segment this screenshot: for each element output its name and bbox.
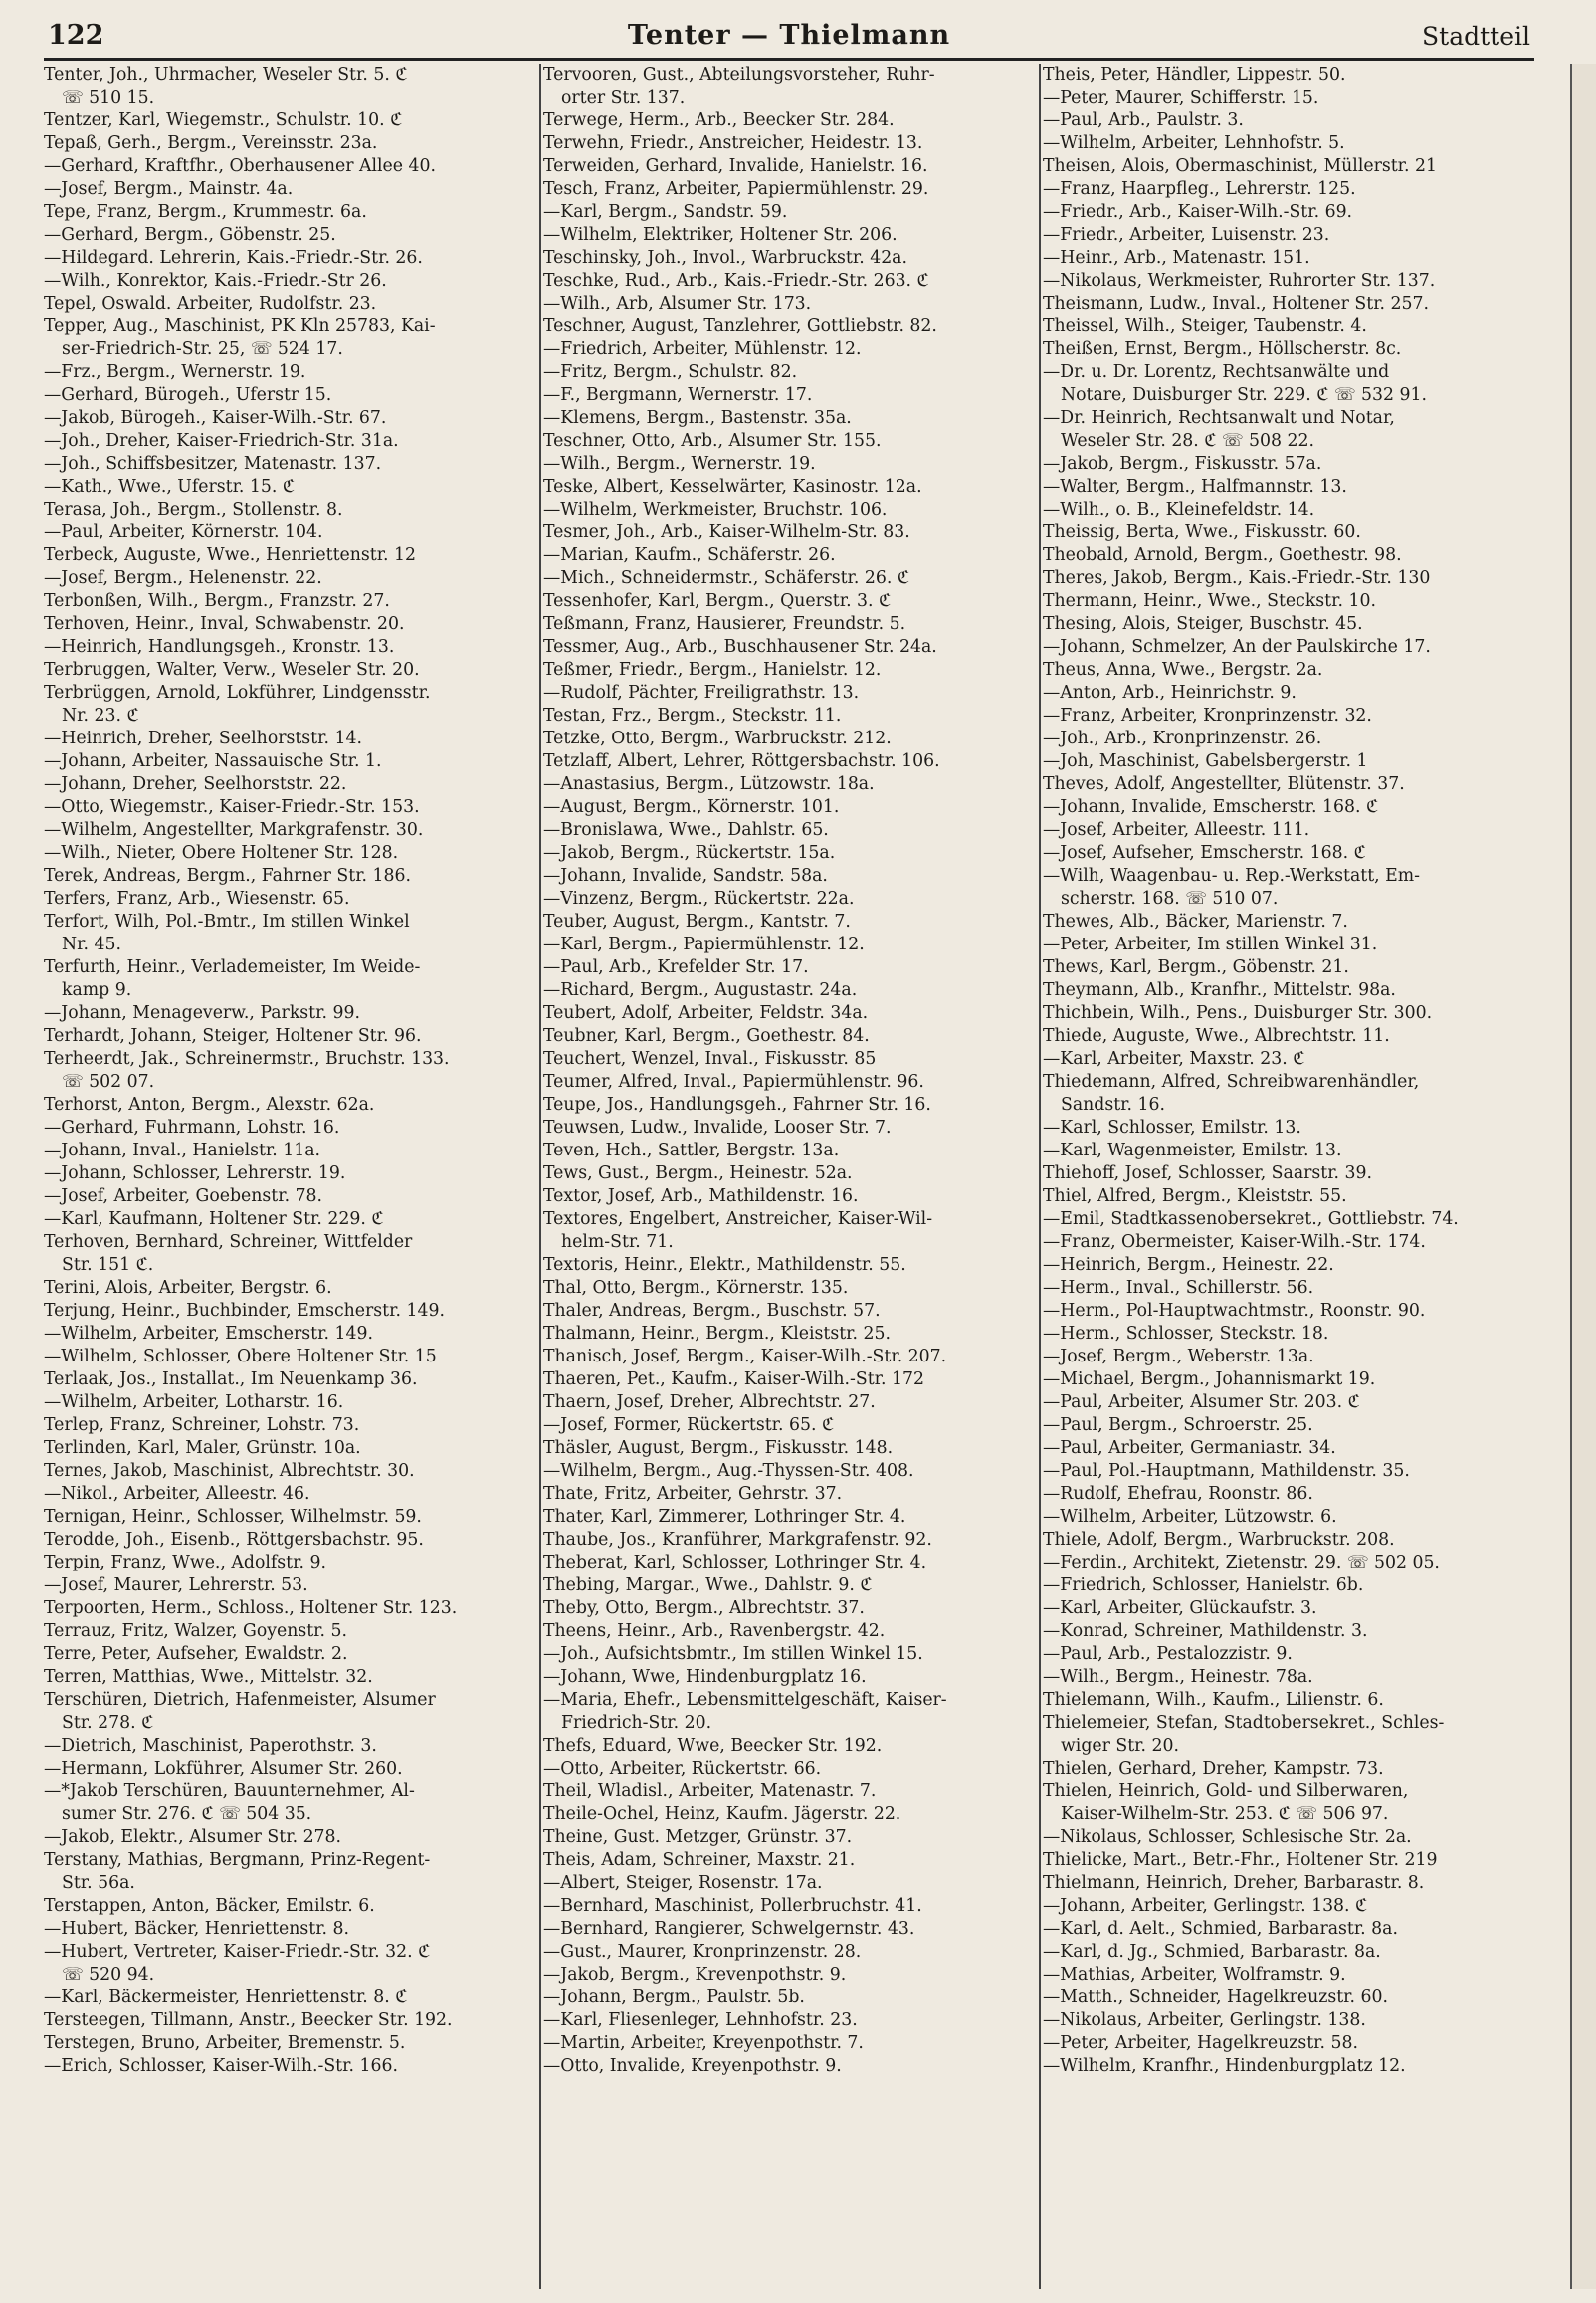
directory-entry: Theves, Adolf, Angestellter, Blütenstr. 37. [1043,774,1405,794]
directory-entry: Theby, Otto, Bergm., Albrechtstr. 37. [543,1598,865,1618]
directory-entry: —Heinrich, Handlungsgeh., Kronstr. 13. [44,637,395,657]
directory-entry: —Walter, Bergm., Halfmannstr. 13. [1043,477,1347,497]
directory-entry: Theissig, Berta, Wwe., Fiskusstr. 60. [1043,523,1361,542]
directory-entry: —August, Bergm., Körnerstr. 101. [543,797,840,817]
directory-entry: —Wilh., Konrektor, Kais.-Friedr.-Str 26. [44,271,387,291]
directory-entry: —Vinzenz, Bergm., Rückertstr. 22a. [543,889,855,909]
directory-entry: Theberat, Karl, Schlosser, Lothringer Str. 4. [543,1553,927,1572]
directory-entry: —Wilhelm, Bergm., Aug.-Thyssen-Str. 408. [543,1461,914,1481]
directory-entry: —Klemens, Bergm., Bastenstr. 35a. [543,408,852,428]
directory-entry: —Josef, Bergm., Mainstr. 4a. [44,179,294,199]
directory-entry: —Franz, Obermeister, Kaiser-Wilh.-Str. 174. [1043,1232,1426,1252]
directory-entry: Terpoorten, Herm., Schloss., Holtener Str. 123. [44,1598,458,1618]
directory-entry: Terren, Matthias, Wwe., Mittelstr. 32. [44,1667,373,1687]
directory-entry: —Bernhard, Maschinist, Pollerbruchstr. 41. [543,1896,922,1916]
directory-entry: Tetzlaff, Albert, Lehrer, Röttgersbachstr. 106. [543,751,940,771]
directory-entry: Theobald, Arnold, Bergm., Goethestr. 98. [1043,545,1402,565]
directory-entry: —Wilh., Bergm., Wernerstr. 19. [543,454,816,474]
directory-entry: Terlinden, Karl, Maler, Grünstr. 10a. [44,1438,361,1458]
directory-entry: Tervooren, Gust., Abteilungsvorsteher, Ruhr- [543,65,935,85]
adjacent-page-edge [1570,64,1596,2289]
directory-entry: Terini, Alois, Arbeiter, Bergstr. 6. [44,1278,332,1298]
directory-entry: —Johann, Menageverw., Parkstr. 99. [44,1003,360,1023]
directory-entry: —Erich, Schlosser, Kaiser-Wilh.-Str. 166. [44,2056,398,2076]
directory-entry: Terek, Andreas, Bergm., Fahrner Str. 186. [44,866,412,886]
directory-entry: Tesch, Franz, Arbeiter, Papiermühlenstr. 29. [543,179,929,199]
directory-entry: —Hubert, Bäcker, Henriettenstr. 8. [44,1919,350,1939]
directory-entry: —Jakob, Bergm., Fiskusstr. 57a. [1043,454,1322,474]
directory-entry: —Anastasius, Bergm., Lützowstr. 18a. [543,774,875,794]
directory-entry: Notare, Duisburger Str. 229. ℭ ☏ 532 91. [1061,385,1427,405]
directory-entry: —Johann, Arbeiter, Gerlingstr. 138. ℭ [1043,1896,1368,1916]
directory-entry: Thielen, Gerhard, Dreher, Kampstr. 73. [1043,1759,1384,1779]
section-label: Stadtteil [1422,22,1530,51]
directory-entry: Theissel, Wilh., Steiger, Taubenstr. 4. [1043,316,1367,336]
directory-entry: Theile-Ochel, Heinz, Kaufm. Jägerstr. 22. [543,1804,901,1824]
directory-entry: Terbruggen, Walter, Verw., Weseler Str. 20. [44,660,420,680]
directory-entry: Thielemeier, Stefan, Stadtobersekret., Schles- [1043,1713,1445,1733]
directory-entry: ☏ 510 15. [62,88,155,107]
page-header [44,18,1534,61]
page-number: 122 [48,20,104,51]
directory-entry: —Mathias, Arbeiter, Wolframstr. 9. [1043,1965,1346,1985]
directory-entry: —Jakob, Bergm., Rückertstr. 15a. [543,843,836,863]
directory-entry: Theine, Gust. Metzger, Grünstr. 37. [543,1827,853,1847]
directory-entry: Teschner, August, Tanzlehrer, Gottliebstr. 82. [543,316,937,336]
directory-entry: —Karl, Bergm., Sandstr. 59. [543,202,788,222]
directory-entry: Teschke, Rud., Arb., Kais.-Friedr.-Str. 263. ℭ [543,271,929,291]
directory-entry: Ternigan, Heinr., Schlosser, Wilhelmstr. 59. [44,1507,422,1527]
directory-entry: —Michael, Bergm., Johannismarkt 19. [1043,1369,1376,1389]
directory-entry: Thater, Karl, Zimmerer, Lothringer Str. 4. [543,1507,906,1527]
directory-entry: —Fritz, Bergm., Schulstr. 82. [543,362,798,382]
directory-entry: —Wilhelm, Kranfhr., Hindenburgplatz 12. [1043,2056,1406,2076]
directory-entry: Thanisch, Josef, Bergm., Kaiser-Wilh.-Str. 207. [543,1347,947,1366]
directory-entry: Thielemann, Wilh., Kaufm., Lilienstr. 6. [1043,1690,1384,1710]
directory-entry: Theis, Peter, Händler, Lippestr. 50. [1043,65,1346,85]
directory-entry: —Friedrich, Schlosser, Hanielstr. 6b. [1043,1575,1364,1595]
directory-entry: Thichbein, Wilh., Pens., Duisburger Str. 300. [1043,1003,1433,1023]
directory-entry: —Wilhelm, Angestellter, Markgrafenstr. 30. [44,820,424,840]
directory-entry: Thielmann, Heinrich, Dreher, Barbarastr. 8. [1043,1873,1425,1893]
directory-entry: —Wilh., o. B., Kleinefeldstr. 14. [1043,500,1315,520]
directory-entry: —Karl, Wagenmeister, Emilstr. 13. [1043,1141,1342,1160]
directory-entry: Theißen, Ernst, Bergm., Höllscherstr. 8c. [1043,339,1402,359]
directory-entry: Terstany, Mathias, Bergmann, Prinz-Regent- [44,1850,431,1870]
column-3 [1043,64,1536,2289]
directory-entry: —Paul, Arbeiter, Alsumer Str. 203. ℭ [1043,1392,1360,1412]
directory-entry: —Herm., Pol-Hauptwachtmstr., Roonstr. 90. [1043,1301,1426,1321]
directory-entry: —Richard, Bergm., Augustastr. 24a. [543,980,858,1000]
directory-entry: Terfurth, Heinr., Verlademeister, Im Weide- [44,957,421,977]
directory-entry: —Karl, d. Jg., Schmied, Barbarastr. 8a. [1043,1942,1381,1962]
directory-entry: Thielen, Heinrich, Gold- und Silberwaren, [1043,1781,1409,1801]
directory-entry: —Bernhard, Rangierer, Schwelgernstr. 43. [543,1919,915,1939]
directory-entry: —Mich., Schneidermstr., Schäferstr. 26. ℭ [543,568,910,588]
directory-entry: Textoris, Heinr., Elektr., Mathildenstr. 55. [543,1255,906,1275]
directory-entry: helm-Str. 71. [561,1232,674,1252]
directory-entry: Terstegen, Bruno, Arbeiter, Bremenstr. 5. [44,2033,406,2053]
directory-entry: Tenter, Joh., Uhrmacher, Weseler Str. 5. ℭ [44,65,408,85]
directory-entry: —Friedrich, Arbeiter, Mühlenstr. 12. [543,339,862,359]
directory-entry: —Jakob, Bürogeh., Kaiser-Wilh.-Str. 67. [44,408,387,428]
directory-entry: —Josef, Bergm., Helenenstr. 22. [44,568,322,588]
directory-entry: —Nikolaus, Werkmeister, Ruhrorter Str. 137. [1043,271,1436,291]
directory-entry: Str. 151 ℭ. [62,1255,154,1275]
directory-entry: —Dr. u. Dr. Lorentz, Rechtsanwälte und [1043,362,1390,382]
directory-entry: Teske, Albert, Kesselwärter, Kasinostr. 12a. [543,477,922,497]
directory-entry: —Peter, Maurer, Schifferstr. 15. [1043,88,1319,107]
directory-entry: Terre, Peter, Aufseher, Ewaldstr. 2. [44,1644,348,1664]
directory-entry: Thebing, Margar., Wwe., Dahlstr. 9. ℭ [543,1575,873,1595]
directory-entry: Thaern, Josef, Dreher, Albrechtstr. 27. [543,1392,876,1412]
directory-entry: Tessmer, Aug., Arb., Buschhausener Str. 24a. [543,637,937,657]
directory-entry: —*Jakob Terschüren, Bauunternehmer, Al- [44,1781,415,1801]
directory-entry: —Johann, Inval., Hanielstr. 11a. [44,1141,321,1160]
directory-entry: —Bronislawa, Wwe., Dahlstr. 65. [543,820,829,840]
directory-entry: —Karl, Arbeiter, Maxstr. 23. ℭ [1043,1049,1305,1069]
directory-entry: —Albert, Steiger, Rosenstr. 17a. [543,1873,823,1893]
directory-entry: Thalmann, Heinr., Bergm., Kleiststr. 25. [543,1324,891,1344]
directory-entry: Thaube, Jos., Kranführer, Markgrafenstr. 92. [543,1530,932,1550]
directory-entry: Thermann, Heinr., Wwe., Steckstr. 10. [1043,591,1376,611]
directory-entry: —Joh., Aufsichtsbmtr., Im stillen Winkel 15. [543,1644,923,1664]
directory-entry: —Karl, Kaufmann, Holtener Str. 229. ℭ [44,1209,384,1229]
directory-entry: Teupe, Jos., Handlungsgeh., Fahrner Str. 16. [543,1095,931,1115]
directory-entry: —Karl, d. Aelt., Schmied, Barbarastr. 8a. [1043,1919,1398,1939]
directory-entry: —Joh., Schiffsbesitzer, Matenastr. 137. [44,454,382,474]
directory-entry: Tepe, Franz, Bergm., Krummestr. 6a. [44,202,367,222]
directory-entry: Friedrich-Str. 20. [561,1713,712,1733]
directory-entry: Theismann, Ludw., Inval., Holtener Str. 257. [1043,294,1430,314]
directory-entry: —Paul, Arb., Paulstr. 3. [1043,110,1244,130]
directory-entry: Terheerdt, Jak., Schreinermstr., Bruchstr. 133. [44,1049,450,1069]
directory-entry: —Karl, Bergm., Papiermühlenstr. 12. [543,935,865,954]
directory-entry: Thäsler, August, Bergm., Fiskusstr. 148. [543,1438,894,1458]
directory-entry: Terfers, Franz, Arb., Wiesenstr. 65. [44,889,350,909]
directory-entry: —Otto, Invalide, Kreyenpothstr. 9. [543,2056,842,2076]
directory-entry: —Heinrich, Bergm., Heinestr. 22. [1043,1255,1334,1275]
directory-entry: Thesing, Alois, Steiger, Buschstr. 45. [1043,614,1363,634]
column-divider [539,64,541,2289]
column-1 [44,64,537,2289]
directory-entry: —Josef, Aufseher, Emscherstr. 168. ℭ [1043,843,1366,863]
directory-entry: Terbeck, Auguste, Wwe., Henriettenstr. 12 [44,545,417,565]
directory-entry: Tessenhofer, Karl, Bergm., Querstr. 3. ℭ [543,591,892,611]
directory-entry: —Friedr., Arb., Kaiser-Wilh.-Str. 69. [1043,202,1353,222]
directory-entry: Teschinsky, Joh., Invol., Warbruckstr. 42a. [543,248,907,268]
directory-entry: Terhoven, Heinr., Inval, Schwabenstr. 20. [44,614,405,634]
directory-entry: —Wilhelm, Arbeiter, Lehnhofstr. 5. [1043,133,1345,153]
directory-entry: —Hubert, Vertreter, Kaiser-Friedr.-Str. 32. ℭ [44,1942,431,1962]
directory-entry: —Otto, Wiegemstr., Kaiser-Friedr.-Str. 153. [44,797,420,817]
directory-entry: Terweiden, Gerhard, Invalide, Hanielstr. 16. [543,156,928,176]
column-divider [1039,64,1041,2289]
directory-entry: Thiede, Auguste, Wwe., Albrechtstr. 11. [1043,1026,1390,1046]
directory-entry: Theisen, Alois, Obermaschinist, Müllerstr. 21 [1043,156,1437,176]
directory-entry: Str. 278. ℭ [62,1713,154,1733]
directory-entry: Tersteegen, Tillmann, Anstr., Beecker Str. 192. [44,2010,453,2030]
directory-entry: Terjung, Heinr., Buchbinder, Emscherstr. 149. [44,1301,445,1321]
directory-entry: —Johann, Schlosser, Lehrerstr. 19. [44,1163,346,1183]
directory-entry: Theil, Wladisl., Arbeiter, Matenastr. 7. [543,1781,877,1801]
directory-entry: Terbrüggen, Arnold, Lokführer, Lindgensstr. [44,683,431,703]
directory-entry: —Nikol., Arbeiter, Alleestr. 46. [44,1484,310,1504]
directory-entry: Terasa, Joh., Bergm., Stollenstr. 8. [44,500,343,520]
directory-entry: —Joh, Maschinist, Gabelsbergerstr. 1 [1043,751,1368,771]
directory-entry: —Gerhard, Kraftfhr., Oberhausener Allee 40. [44,156,436,176]
directory-entry: —Ferdin., Architekt, Zietenstr. 29. ☏ 502 05. [1043,1553,1440,1572]
directory-entry: —Wilhelm, Schlosser, Obere Holtener Str. 15 [44,1347,437,1366]
directory-entry: Teuchert, Wenzel, Inval., Fiskusstr. 85 [543,1049,877,1069]
directory-entry: Teßmann, Franz, Hausierer, Freundstr. 5. [543,614,906,634]
directory-entry: —Paul, Arbeiter, Germaniastr. 34. [1043,1438,1336,1458]
directory-entry: Teven, Hch., Sattler, Bergstr. 13a. [543,1141,840,1160]
column-2 [543,64,1037,2289]
directory-entry: —Paul, Arb., Krefelder Str. 17. [543,957,809,977]
directory-entry: —Anton, Arb., Heinrichstr. 9. [1043,683,1297,703]
directory-entry: Thiedemann, Alfred, Schreibwarenhändler, [1043,1072,1420,1092]
directory-entry: —Wilhelm, Elektriker, Holtener Str. 206. [543,225,898,245]
directory-entry: Theymann, Alb., Kranfhr., Mittelstr. 98a. [1043,980,1396,1000]
directory-entry: —Otto, Arbeiter, Rückertstr. 66. [543,1759,822,1779]
directory-entry: Teuber, August, Bergm., Kantstr. 7. [543,912,851,932]
directory-entry: —Frz., Bergm., Wernerstr. 19. [44,362,306,382]
directory-entry: —Paul, Arbeiter, Körnerstr. 104. [44,523,323,542]
directory-entry: —Maria, Ehefr., Lebensmittelgeschäft, Kaiser- [543,1690,947,1710]
directory-entry: Thews, Karl, Bergm., Göbenstr. 21. [1043,957,1349,977]
directory-entry: Thaeren, Pet., Kaufm., Kaiser-Wilh.-Str. 172 [543,1369,924,1389]
directory-entry: —Gerhard, Bergm., Göbenstr. 25. [44,225,336,245]
directory-entry: —Johann, Bergm., Paulstr. 5b. [543,1988,805,2007]
directory-entry: Testan, Frz., Bergm., Steckstr. 11. [543,706,842,726]
directory-entry: Thefs, Eduard, Wwe, Beecker Str. 192. [543,1736,883,1756]
directory-entry: Teßmer, Friedr., Bergm., Hanielstr. 12. [543,660,882,680]
directory-entry: —Wilh, Waagenbau- u. Rep.-Werkstatt, Em- [1043,866,1420,886]
directory-entry: Terlaak, Jos., Installat., Im Neuenkamp 36. [44,1369,418,1389]
directory-entry: —Emil, Stadtkassenobersekret., Gottliebstr. 74. [1043,1209,1459,1229]
directory-entry: —Dr. Heinrich, Rechtsanwalt und Notar, [1043,408,1395,428]
directory-entry: Tetzke, Otto, Bergm., Warbruckstr. 212. [543,729,892,748]
directory-entry: —Nikolaus, Schlosser, Schlesische Str. 2a. [1043,1827,1412,1847]
directory-entry: Thiehoff, Josef, Schlosser, Saarstr. 39. [1043,1163,1373,1183]
directory-entry: —Heinr., Arb., Matenastr. 151. [1043,248,1310,268]
directory-entry: —Johann, Schmelzer, An der Paulskirche 17. [1043,637,1431,657]
directory-entry: Thewes, Alb., Bäcker, Marienstr. 7. [1043,912,1348,932]
directory-entry: Theus, Anna, Wwe., Bergstr. 2a. [1043,660,1323,680]
directory-entry: Kaiser-Wilhelm-Str. 253. ℭ ☏ 506 97. [1061,1804,1389,1824]
directory-entry: —Konrad, Schreiner, Mathildenstr. 3. [1043,1621,1368,1641]
directory-entry: —Wilh., Nieter, Obere Holtener Str. 128. [44,843,399,863]
directory-entry: —Wilh., Bergm., Heinestr. 78a. [1043,1667,1313,1687]
directory-entry: —Johann, Arbeiter, Nassauische Str. 1. [44,751,382,771]
directory-entry: —Matth., Schneider, Hagelkreuzstr. 60. [1043,1988,1388,2007]
directory-entry: Terschüren, Dietrich, Hafenmeister, Alsumer [44,1690,436,1710]
directory-entry: Nr. 45. [62,935,121,954]
directory-entry: —Johann, Invalide, Emscherstr. 168. ℭ [1043,797,1379,817]
directory-entry: Thiele, Adolf, Bergm., Warbruckstr. 208. [1043,1530,1395,1550]
directory-entry: —Wilhelm, Arbeiter, Lotharstr. 16. [44,1392,344,1412]
directory-entry: Teschner, Otto, Arb., Alsumer Str. 155. [543,431,882,451]
directory-entry: —Marian, Kaufm., Schäferstr. 26. [543,545,836,565]
directory-entry: —Dietrich, Maschinist, Paperothstr. 3. [44,1736,377,1756]
directory-entry: —Rudolf, Ehefrau, Roonstr. 86. [1043,1484,1313,1504]
directory-entry: —Gerhard, Bürogeh., Uferstr 15. [44,385,332,405]
directory-entry: Teumer, Alfred, Inval., Papiermühlenstr. 96. [543,1072,924,1092]
directory-entry: Terstappen, Anton, Bäcker, Emilstr. 6. [44,1896,375,1916]
directory-entry: —Franz, Haarpfleg., Lehrerstr. 125. [1043,179,1356,199]
directory-entry: —Friedr., Arbeiter, Luisenstr. 23. [1043,225,1330,245]
directory-entry: Teuwsen, Ludw., Invalide, Looser Str. 7. [543,1118,892,1138]
directory-entry: —Hildegard. Lehrerin, Kais.-Friedr.-Str. 26. [44,248,423,268]
directory-entry: —Josef, Arbeiter, Goebenstr. 78. [44,1186,323,1206]
directory-entry: Theis, Adam, Schreiner, Maxstr. 21. [543,1850,856,1870]
running-title: Tenter — Thielmann [627,20,951,51]
directory-entry: —Gerhard, Fuhrmann, Lohstr. 16. [44,1118,340,1138]
directory-entry: —Joh., Dreher, Kaiser-Friedrich-Str. 31a. [44,431,399,451]
directory-entry: —Heinrich, Dreher, Seelhorststr. 14. [44,729,362,748]
directory-entry: —Wilhelm, Werkmeister, Bruchstr. 106. [543,500,888,520]
directory-entry: kamp 9. [62,980,132,1000]
directory-entry: —Hermann, Lokführer, Alsumer Str. 260. [44,1759,403,1779]
directory-entry: —Wilh., Arb, Alsumer Str. 173. [543,294,812,314]
directory-entry: —Rudolf, Pächter, Freiligrathstr. 13. [543,683,860,703]
directory-entry: —Joh., Arb., Kronprinzenstr. 26. [1043,729,1322,748]
directory-entry: —F., Bergmann, Wernerstr. 17. [543,385,813,405]
directory-entry: Tepaß, Gerh., Bergm., Vereinsstr. 23a. [44,133,378,153]
directory-entry: Tepel, Oswald. Arbeiter, Rudolfstr. 23. [44,294,377,314]
directory-entry: —Jakob, Elektr., Alsumer Str. 278. [44,1827,342,1847]
directory-entry: —Wilhelm, Arbeiter, Lützowstr. 6. [1043,1507,1337,1527]
directory-entry: —Martin, Arbeiter, Kreyenpothstr. 7. [543,2033,864,2053]
directory-entry: Teubner, Karl, Bergm., Goethestr. 84. [543,1026,870,1046]
directory-entry: —Johann, Wwe, Hindenburgplatz 16. [543,1667,867,1687]
directory-entry: Textor, Josef, Arb., Mathildenstr. 16. [543,1186,859,1206]
directory-entry: Terhorst, Anton, Bergm., Alexstr. 62a. [44,1095,375,1115]
directory-entry: Terhoven, Bernhard, Schreiner, Wittfelder [44,1232,413,1252]
directory-entry: Terrauz, Fritz, Walzer, Goyenstr. 5. [44,1621,348,1641]
directory-entry: Thate, Fritz, Arbeiter, Gehrstr. 37. [543,1484,843,1504]
directory-entry: —Josef, Arbeiter, Alleestr. 111. [1043,820,1310,840]
directory-entry: Terwege, Herm., Arb., Beecker Str. 284. [543,110,895,130]
directory-entry: —Johann, Dreher, Seelhorststr. 22. [44,774,347,794]
directory-entry: Terbonßen, Wilh., Bergm., Franzstr. 27. [44,591,390,611]
directory-entry: Terfort, Wilh, Pol.-Bmtr., Im stillen Winkel [44,912,410,932]
directory-entry: ☏ 520 94. [62,1965,155,1985]
directory-entry: Tesmer, Joh., Arb., Kaiser-Wilhelm-Str. 83. [543,523,910,542]
directory-entry: —Kath., Wwe., Uferstr. 15. ℭ [44,477,296,497]
directory-entry: —Gust., Maurer, Kronprinzenstr. 28. [543,1942,862,1962]
directory-entry: —Nikolaus, Arbeiter, Gerlingstr. 138. [1043,2010,1366,2030]
directory-entry: wiger Str. 20. [1061,1736,1179,1756]
directory-entry: Theres, Jakob, Bergm., Kais.-Friedr.-Str. 130 [1043,568,1431,588]
directory-entry: Textores, Engelbert, Anstreicher, Kaiser-Wil- [543,1209,933,1229]
directory-entry: —Karl, Fliesenleger, Lehnhofstr. 23. [543,2010,858,2030]
directory-entry: Terhardt, Johann, Steiger, Holtener Str. 96. [44,1026,422,1046]
directory-entry: Str. 56a. [62,1873,135,1893]
directory-entry: —Wilhelm, Arbeiter, Emscherstr. 149. [44,1324,373,1344]
directory-entry: —Paul, Arb., Pestalozzistr. 9. [1043,1644,1293,1664]
directory-entry: Thaler, Andreas, Bergm., Buschstr. 57. [543,1301,881,1321]
directory-entry: —Karl, Schlosser, Emilstr. 13. [1043,1118,1301,1138]
directory-entry: Ternes, Jakob, Maschinist, Albrechtstr. 30. [44,1461,415,1481]
directory-entry: Thielicke, Mart., Betr.-Fhr., Holtener Str. 219 [1043,1850,1438,1870]
directory-entry: —Karl, Bäckermeister, Henriettenstr. 8. ℭ [44,1988,408,2007]
directory-entry: —Johann, Invalide, Sandstr. 58a. [543,866,828,886]
directory-entry: Thiel, Alfred, Bergm., Kleiststr. 55. [1043,1186,1347,1206]
directory-entry: Tentzer, Karl, Wiegemstr., Schulstr. 10. ℭ [44,110,403,130]
directory-entry: —Karl, Arbeiter, Glückaufstr. 3. [1043,1598,1317,1618]
directory-entry: —Peter, Arbeiter, Hagelkreuzstr. 58. [1043,2033,1358,2053]
directory-entry: Tepper, Aug., Maschinist, PK Kln 25783, Kai- [44,316,436,336]
directory-entry: Terlep, Franz, Schreiner, Lohstr. 73. [44,1415,360,1435]
directory-entry: —Josef, Former, Rückertstr. 65. ℭ [543,1415,835,1435]
directory-entry: —Franz, Arbeiter, Kronprinzenstr. 32. [1043,706,1372,726]
directory-entry: Theens, Heinr., Arb., Ravenbergstr. 42. [543,1621,886,1641]
directory-entry: Tews, Gust., Bergm., Heinestr. 52a. [543,1163,853,1183]
directory-entry: —Paul, Bergm., Schroerstr. 25. [1043,1415,1313,1435]
directory-entry: Sandstr. 16. [1061,1095,1165,1115]
directory-entry: Terpin, Franz, Wwe., Adolfstr. 9. [44,1553,326,1572]
directory-entry: ☏ 502 07. [62,1072,155,1092]
directory-entry: Teubert, Adolf, Arbeiter, Feldstr. 34a. [543,1003,869,1023]
directory-entry: Terwehn, Friedr., Anstreicher, Heidestr. 13. [543,133,923,153]
directory-entry: —Peter, Arbeiter, Im stillen Winkel 31. [1043,935,1378,954]
directory-entry: scherstr. 168. ☏ 510 07. [1061,889,1279,909]
directory-entry: orter Str. 137. [561,88,686,107]
directory-entry: —Herm., Schlosser, Steckstr. 18. [1043,1324,1329,1344]
directory-entry: Weseler Str. 28. ℭ ☏ 508 22. [1061,431,1314,451]
directory-entry: sumer Str. 276. ℭ ☏ 504 35. [62,1804,312,1824]
directory-entry: Nr. 23. ℭ [62,706,139,726]
directory-entry: —Jakob, Bergm., Krevenpothstr. 9. [543,1965,847,1985]
directory-entry: —Paul, Pol.-Hauptmann, Mathildenstr. 35. [1043,1461,1410,1481]
directory-entry: —Josef, Bergm., Weberstr. 13a. [1043,1347,1314,1366]
directory-entry: —Josef, Maurer, Lehrerstr. 53. [44,1575,308,1595]
directory-entry: —Herm., Inval., Schillerstr. 56. [1043,1278,1314,1298]
directory-entry: Thal, Otto, Bergm., Körnerstr. 135. [543,1278,849,1298]
directory-entry: ser-Friedrich-Str. 25, ☏ 524 17. [62,339,343,359]
directory-entry: Terodde, Joh., Eisenb., Röttgersbachstr. 95. [44,1530,424,1550]
